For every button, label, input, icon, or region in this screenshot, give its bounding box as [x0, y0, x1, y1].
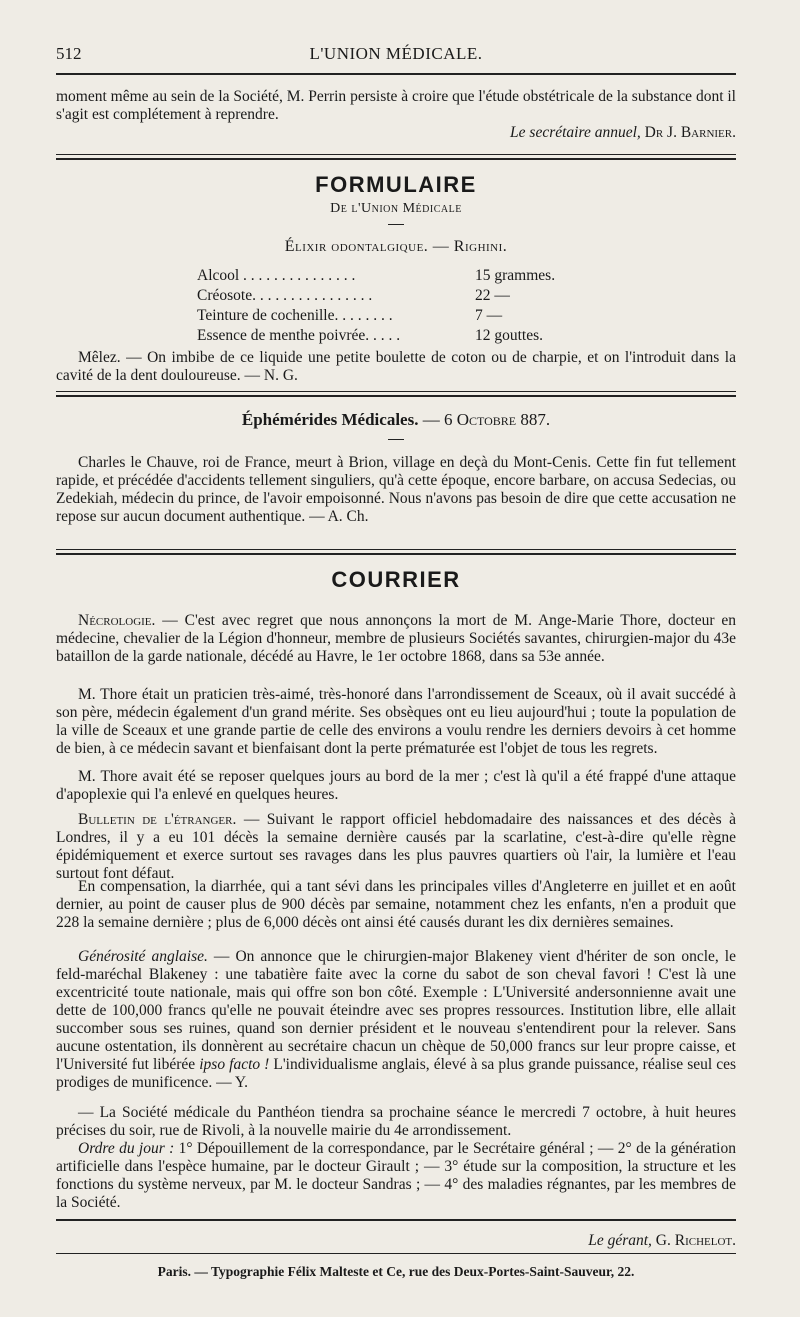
footer-rule [56, 1253, 736, 1254]
signature-name: Dr J. Barnier. [644, 124, 736, 141]
ordre-text: 1° Dépouillement de la correspondance, par le Secrétaire général ; — 2° de la génération artificielle dans l'espèce humaine, par le docteur Girault ; — 3° étude sur la composition, la structure et les fonctions du système nerveux, par M. le docteur Sandras ; — 4° des maladies régnantes, par les membres de la Société. [56, 1140, 736, 1211]
formulaire-title: FORMULAIRE [315, 172, 477, 197]
generosite-label: Générosité anglaise. [78, 948, 208, 965]
intro-signature [56, 124, 736, 142]
ingredient-amount: 22 — [475, 287, 510, 304]
ephemerides-title [56, 410, 736, 430]
section-rule [56, 549, 736, 550]
ephemerides-paragraph: Charles le Chauve, roi de France, meurt à Brion, village en deçà du Mont-Cenis. Cette fin fut tellement rapide, et précédée d'accidents tellement singuliers, qu'à cette époque, encore barbare, on accusa Sedecias, ou Zedekiah, médecin du prince, de l'avoir empoisonné. Nous n'avons pas besoin de dire que cette accusation ne repose sur aucun document authentique. — A. Ch. [56, 454, 736, 525]
generosite-end: L'individualisme anglais, élevé à sa plus grande puissance, réalise seul ces prodiges de munificence. — Y. [56, 1056, 737, 1091]
necrologie-text: — C'est avec regret que nous annonçons la mort de M. Ange-Marie Thore, docteur en médecine, chevalier de la Légion d'honneur, membre de plusieurs Sociétés savantes, chirurgien-major du 43e bataillon de la garde nationale, décédé au Havre, le 1er octobre 1868, dans sa 53e année. [56, 612, 736, 665]
ephemerides-date: — 6 Octobre 887. [418, 410, 551, 429]
divider [388, 439, 404, 440]
thore-paragraph-2: M. Thore avait été se reposer quelques jours au bord de la mer ; c'est là qu'il a été frappé d'une attaque d'apoplexie qui l'a enlevé en quelques heures. [56, 768, 736, 803]
ingredient-amount: 15 grammes. [475, 267, 556, 284]
gerant-name: G. Richelot. [655, 1232, 736, 1249]
thore-paragraph-1: M. Thore était un praticien très-aimé, très-honoré dans l'arrondissement de Sceaux, où il avait succédé à son père, médecin également d'un grand mérite. Ses obsèques ont eu lieu aujourd'hui ; toute la population de la ville de Sceaux et une grande partie de celle des environs a voulu rendre les derniers devoirs à cet homme de bien, à ce médecin savant et bienfaisant dont la perte prématurée est l'objet de tous les regrets. [56, 686, 736, 757]
section-rule [56, 553, 736, 555]
section-rule [56, 158, 736, 160]
formulaire-subtitle: De l'Union Médicale [330, 201, 462, 216]
necrologie-label: Nécrologie. [78, 612, 156, 629]
recipe-title: Élixir odontalgique. — Righini. [284, 238, 508, 255]
signature-role: Le secrétaire annuel, [510, 124, 641, 141]
necrologie-paragraph [56, 612, 736, 666]
ingredient-name: Créosote. . . . . . . . . . . . . . . . [197, 287, 373, 304]
bulletin-text: — Suivant le rapport officiel hebdomadaire des naissances et des décès à Londres, il y a eu 101 décès la semaine dernière causés par la scarlatine, c'est-à-dire qu'elle règne épidémiquement et exerce surtout ses ravages dans les plus pauvres quartiers où l'air, la lumière et l'eau surtout font défaut. [56, 811, 736, 882]
generosite-paragraph [56, 948, 736, 1092]
page-header [56, 38, 736, 70]
section-rule [56, 391, 736, 392]
ingredient-row [197, 327, 617, 347]
ingredient-row [197, 307, 617, 327]
divider [388, 224, 404, 225]
ingredient-amount: 12 gouttes. [475, 327, 544, 344]
ingredient-name: Alcool . . . . . . . . . . . . . . . [197, 267, 356, 284]
compensation-paragraph: En compensation, la diarrhée, qui a tant sévi dans les principales villes d'Angleterre en juillet et en août dernier, au point de causer plus de 900 décès par semaine, notamment chez les enfants, n'en a produit que 228 la semaine dernière ; plus de 6,000 décès ont ainsi été causés durant les dix dernières semaines. [56, 878, 736, 931]
section-rule [56, 395, 736, 397]
bulletin-label: Bulletin de l'étranger. [78, 811, 237, 828]
ordre-paragraph [56, 1140, 736, 1212]
recipe-instructions: Mêlez. — On imbibe de ce liquide une petite boulette de coton ou de charpie, et on l'introduit dans la cavité de la dent douloureuse. — N. G. [56, 349, 736, 384]
ipso-facto: ipso facto ! [199, 1056, 270, 1073]
journal-title: L'UNION MÉDICALE. [309, 44, 483, 63]
ephemerides-heading: Éphémérides Médicales. [241, 410, 419, 429]
gerant-role: Le gérant, [588, 1232, 652, 1249]
ingredient-name: Teinture de cochenille. . . . . . . . [197, 307, 393, 324]
footer-rule [56, 1219, 736, 1221]
printer-imprint: Paris. — Typographie Félix Malteste et Ce, rue des Deux-Portes-Saint-Sauveur, 22. [157, 1264, 635, 1279]
section-rule [56, 154, 736, 155]
header-rule [56, 73, 736, 75]
intro-paragraph: moment même au sein de la Société, M. Perrin persiste à croire que l'étude obstétricale de la substance dont il s'agit est complétement à reprendre. [56, 88, 736, 123]
ingredient-row [197, 287, 617, 307]
ingredient-row [197, 267, 617, 287]
ordre-label: Ordre du jour : [78, 1140, 175, 1157]
bulletin-paragraph [56, 811, 736, 883]
gerant-signature [56, 1232, 736, 1250]
courrier-title: COURRIER [331, 567, 461, 592]
ingredient-name: Essence de menthe poivrée. . . . . [197, 327, 401, 344]
generosite-text: — On annonce que le chirurgien-major Blakeney vient d'hériter de son oncle, le feld-maréchal Blakeney : une tabatière faite avec la corne du sabot de son cheval favori ! C'est là une excentricité toute nationale, mais qui offre son bon côté. Exemple : L'Université andersonnienne avait une dette de 100,000 francs qu'elle ne pouvait éteindre avec ses propres ressources. Institution libre, elle allait succomber sous ses ruines, quand son dernier président et le nouveau s'entendirent pour la relever. Sans aucune ostentation, ils donnèrent au secrétaire chacun un chèque de 50,000 francs sur leur propre caisse, et l'Université fut libérée [56, 948, 736, 1073]
page-number: 512 [56, 44, 82, 63]
pantheon-paragraph: — La Société médicale du Panthéon tiendra sa prochaine séance le mercredi 7 octobre, à huit heures précises du soir, rue de Rivoli, à la nouvelle mairie du 4e arrondissement. [56, 1104, 736, 1139]
ingredient-amount: 7 — [475, 307, 503, 324]
